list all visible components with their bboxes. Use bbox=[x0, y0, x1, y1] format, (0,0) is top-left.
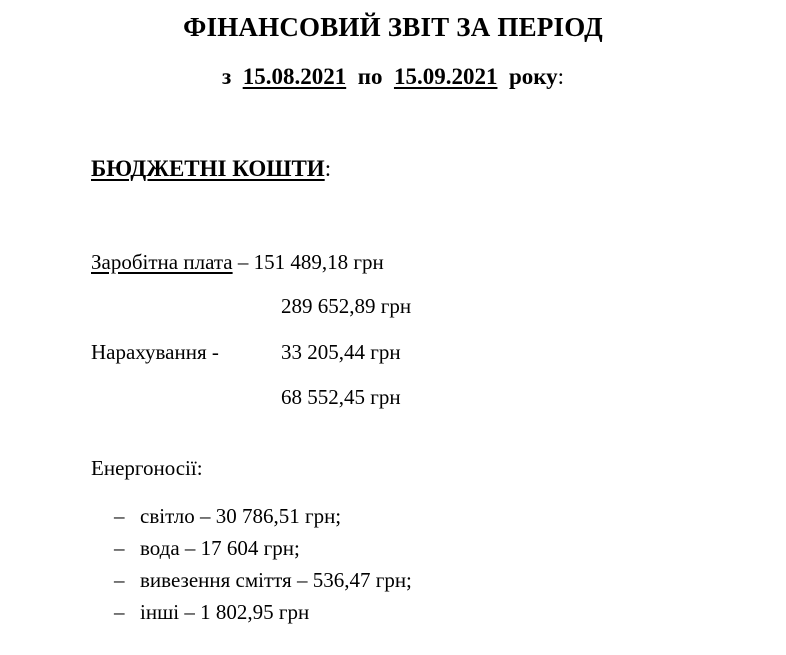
period-to-label: по bbox=[357, 64, 383, 89]
list-dash: – bbox=[114, 600, 125, 624]
period-suffix: року bbox=[508, 64, 558, 89]
list-dash: – bbox=[114, 536, 125, 560]
section-heading bbox=[91, 156, 331, 182]
accruals-label: Нарахування - bbox=[91, 340, 219, 364]
period-to-date: 15.09.2021 bbox=[393, 64, 498, 89]
list-item bbox=[114, 564, 412, 596]
salary-label: Заробітна плата bbox=[91, 250, 233, 274]
energy-item-water: вода – 17 604 грн; bbox=[140, 536, 300, 560]
section-heading-text: БЮДЖЕТНІ КОШТИ bbox=[91, 156, 325, 181]
list-dash: – bbox=[114, 504, 125, 528]
energy-item-light: світло – 30 786,51 грн; bbox=[140, 504, 342, 528]
section-heading-punct: : bbox=[324, 156, 332, 181]
salary-row bbox=[91, 250, 384, 275]
list-item bbox=[114, 596, 412, 628]
period-suffix-punct: : bbox=[557, 64, 565, 89]
list-item bbox=[114, 500, 412, 532]
energy-list bbox=[114, 500, 412, 628]
period-from-label: з bbox=[221, 64, 232, 89]
accruals-amount-1: 33 205,44 грн bbox=[281, 340, 401, 364]
period-from-date: 15.08.2021 bbox=[242, 64, 347, 89]
energy-item-other: інші – 1 802,95 грн bbox=[140, 600, 310, 624]
salary-amount-1: 151 489,18 грн bbox=[253, 250, 384, 274]
report-period bbox=[0, 64, 786, 90]
list-item bbox=[114, 532, 412, 564]
list-dash: – bbox=[114, 568, 125, 592]
salary-amount-2: 289 652,89 грн bbox=[281, 294, 412, 318]
salary-separator: – bbox=[232, 250, 254, 274]
accruals-amount-2: 68 552,45 грн bbox=[281, 385, 401, 409]
energy-item-garbage: вивезення сміття – 536,47 грн; bbox=[140, 568, 412, 592]
report-title: ФІНАНСОВИЙ ЗВІТ ЗА ПЕРІОД bbox=[183, 12, 603, 42]
energy-title: Енергоносії: bbox=[91, 456, 203, 480]
